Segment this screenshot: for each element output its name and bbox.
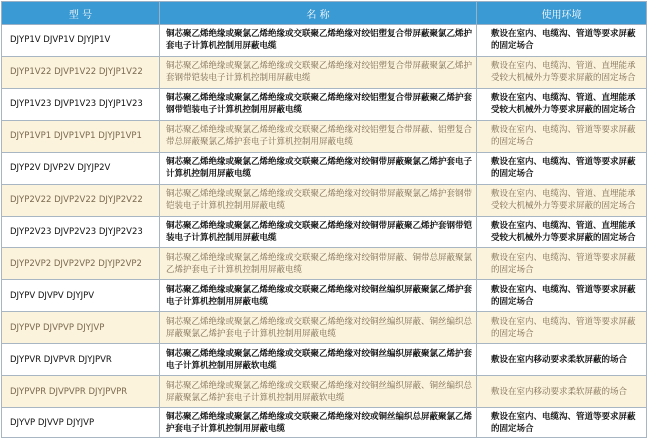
env-cell: 敷设在室内、电缆沟、管道、直埋能承受较大机械外力等要求屏蔽的固定场合	[477, 88, 647, 120]
env-cell: 敷设在室内、电缆沟、管道等要求屏蔽的固定场合	[477, 152, 647, 184]
table-row	[2, 216, 647, 248]
name-cell: 铜芯聚乙烯绝缘或聚氯乙烯绝缘或交联聚乙烯绝缘对绞铜带屏蔽、铜带总屏蔽聚氯乙烯护套电子计算机控制用屏蔽电缆	[160, 248, 477, 280]
env-cell: 敷设在室内、电缆沟、管道等要求屏蔽的固定场合	[477, 280, 647, 312]
header-model: 型 号	[2, 2, 160, 25]
env-cell: 敷设在室内、电缆沟、管道等要求屏蔽的固定场合	[477, 25, 647, 57]
env-cell: 敷设在室内、电缆沟、管道等要求屏蔽的固定场合	[477, 120, 647, 152]
table-row	[2, 408, 647, 438]
env-cell: 敷设在室内、电缆沟、管道等要求屏蔽的固定场合	[477, 312, 647, 344]
model-cell: DJYP1V23 DJVP1V23 DJYJP1V23	[2, 88, 160, 120]
env-cell: 敷设在室内移动要求柔软屏蔽的场合	[477, 376, 647, 408]
model-cell: DJYPVP DJVPVP DJYJVP	[2, 312, 160, 344]
table-row	[2, 184, 647, 216]
env-cell: 敷设在室内、电缆沟、管道、直埋能承受较大机械外力等要求屏蔽的固定场合	[477, 184, 647, 216]
model-cell: DJYP2V23 DJVP2V23 DJYJP2V23	[2, 216, 160, 248]
name-cell: 铜芯聚乙烯绝缘或聚氯乙烯绝缘或交联聚乙烯绝缘对绞铜带屏蔽聚氯乙烯护套电子计算机控制用屏蔽电缆	[160, 152, 477, 184]
name-cell: 铜芯聚乙烯绝缘或聚氯乙烯绝缘或交联聚乙烯绝缘对绞铜丝编织屏蔽聚氯乙烯护套电子计算机控制用屏蔽电缆	[160, 280, 477, 312]
table-row	[2, 25, 647, 57]
model-cell: DJYP2VP2 DJVP2VP2 DJYJP2VP2	[2, 248, 160, 280]
table-row	[2, 376, 647, 408]
name-cell: 铜芯聚乙烯绝缘或聚氯乙烯绝缘或交联聚乙烯绝缘对绞铜丝编织屏蔽、铜丝编织总屏蔽聚氯乙烯护套电子计算机控制用屏蔽软电缆	[160, 376, 477, 408]
table-header-row	[2, 2, 647, 25]
model-cell: DJYP1VP1 DJVP1VP1 DJYJP1VP1	[2, 120, 160, 152]
table-row	[2, 152, 647, 184]
name-cell: 铜芯聚乙烯绝缘或聚氯乙烯绝缘或交联聚乙烯绝缘对绞铝塑复合带屏蔽、铝塑复合带总屏蔽聚氯乙烯护套电子计算机控制用屏蔽电缆	[160, 120, 477, 152]
model-cell: DJYP2V DJVP2V DJYJP2V	[2, 152, 160, 184]
name-cell: 铜芯聚乙烯绝缘或聚氯乙烯绝缘或交联聚乙烯绝缘对绞铜丝编织屏蔽聚氯乙烯护套电子计算机控制用屏蔽软电缆	[160, 344, 477, 376]
name-cell: 铜芯聚乙烯绝缘或聚氯乙烯绝缘或交联聚乙烯绝缘对绞铜带屏蔽聚乙烯护套钢带铠装电子计算机控制用屏蔽电缆	[160, 216, 477, 248]
model-cell: DJYPVPR DJVPVPR DJYJPVPR	[2, 376, 160, 408]
table-row	[2, 248, 647, 280]
name-cell: 铜芯聚乙烯绝缘或聚氯乙烯绝缘或交联聚乙烯绝缘对绞铜丝编织屏蔽、铜丝编织总屏蔽聚氯乙烯护套电子计算机控制用屏蔽电缆	[160, 312, 477, 344]
model-cell: DJYP2V22 DJVP2V22 DJYJP2V22	[2, 184, 160, 216]
name-cell: 铜芯聚乙烯绝缘或聚氯乙烯绝缘或交联聚乙烯绝缘对绞铝塑复合带屏蔽聚氯乙烯护套电子计算机控制用屏蔽电缆	[160, 25, 477, 57]
model-cell: DJYP1V DJVP1V DJYJP1V	[2, 25, 160, 57]
table-row	[2, 88, 647, 120]
name-cell: 铜芯聚乙烯绝缘或聚氯乙烯绝缘或交联聚乙烯绝缘对绞铝塑复合带屏蔽聚乙烯护套钢带铠装电子计算机控制用屏蔽电缆	[160, 88, 477, 120]
env-cell: 敷设在室内移动要求柔软屏蔽的场合	[477, 344, 647, 376]
name-cell: 铜芯聚乙烯绝缘或聚氯乙烯绝缘或交联聚乙烯绝缘对绞铜带屏蔽聚氯乙烯护套钢带铠装电子计算机控制用屏蔽电缆	[160, 184, 477, 216]
name-cell: 铜芯聚乙烯绝缘或聚氯乙烯绝缘或交联聚乙烯绝缘对绞铝塑复合带屏蔽聚氯乙烯护套钢带铠装电子计算机控制用屏蔽电缆	[160, 56, 477, 88]
table-row	[2, 344, 647, 376]
model-cell: DJYPVR DJVPVR DJYJPVR	[2, 344, 160, 376]
name-cell: 铜芯聚乙烯绝缘或聚氯乙烯绝缘或交联聚乙烯绝缘对绞或铜丝编织总屏蔽聚氯乙烯护套电子计算机控制用屏蔽电缆	[160, 408, 477, 438]
model-cell: DJYVP DJVVP DJYJVP	[2, 408, 160, 438]
model-cell: DJYPV DJVPV DJYJPV	[2, 280, 160, 312]
cable-spec-table	[1, 1, 647, 438]
env-cell: 敷设在室内、电缆沟、管道等要求屏蔽的固定场合	[477, 408, 647, 438]
table-row	[2, 120, 647, 152]
table-row	[2, 56, 647, 88]
model-cell: DJYP1V22 DJVP1V22 DJYJP1V22	[2, 56, 160, 88]
table-row	[2, 280, 647, 312]
env-cell: 敷设在室内、电缆沟、管道、直埋能承受较大机械外力等要求屏蔽的固定场合	[477, 56, 647, 88]
env-cell: 敷设在室内、电缆沟、管道、直埋能承受较大机械外力等要求屏蔽的固定场合	[477, 216, 647, 248]
table-row	[2, 312, 647, 344]
header-name: 名 称	[160, 2, 477, 25]
header-env: 使用环境	[477, 2, 647, 25]
env-cell: 敷设在室内、电缆沟、管道等要求屏蔽的固定场合	[477, 248, 647, 280]
